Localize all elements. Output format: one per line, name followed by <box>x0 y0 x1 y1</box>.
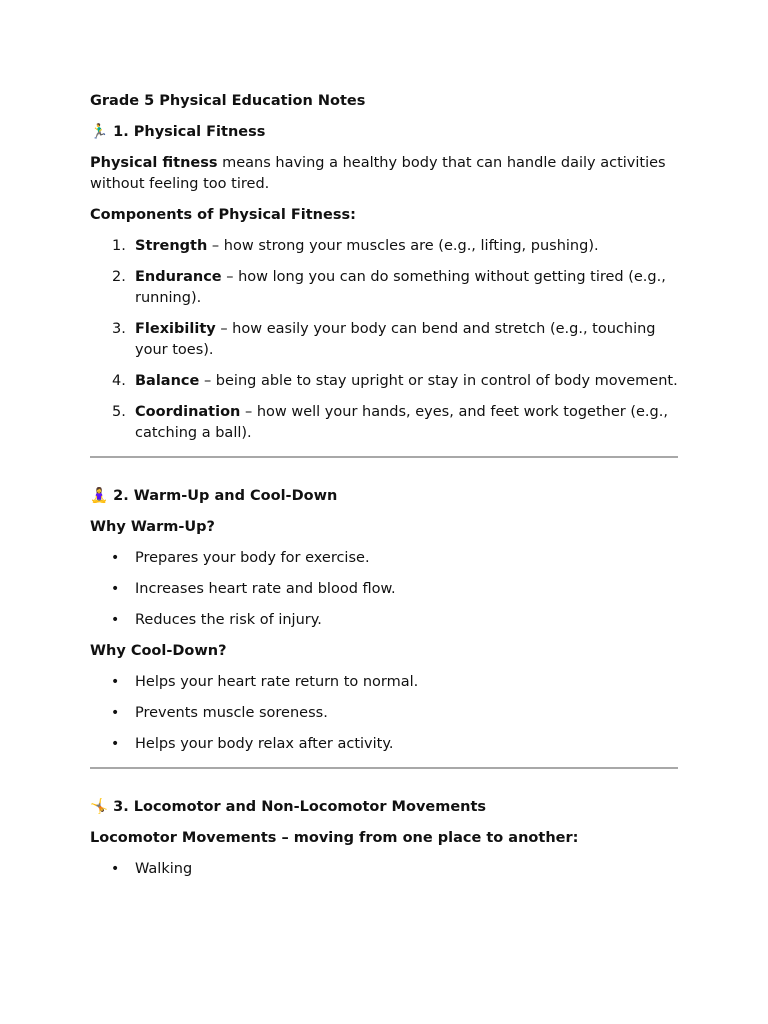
list-item <box>90 579 678 600</box>
section-divider <box>90 767 678 769</box>
bullet-icon: • <box>111 612 120 628</box>
component-term: Balance <box>135 373 200 389</box>
component-desc: – how well your hands, eyes, and feet work together (e.g., catching a ball). <box>135 404 668 441</box>
bullet-icon: • <box>111 550 120 566</box>
cooldown-heading: Why Cool-Down? <box>90 643 227 659</box>
item-number: 5. <box>112 404 126 420</box>
list-item-text: Helps your heart rate return to normal. <box>135 674 419 690</box>
component-term: Strength <box>135 238 208 254</box>
component-term: Endurance <box>135 269 222 285</box>
warmup-heading: Why Warm-Up? <box>90 519 215 535</box>
section-2-heading: 🧘‍♀️ 2. Warm-Up and Cool-Down <box>90 488 338 504</box>
item-number: 2. <box>112 269 126 285</box>
item-number: 1. <box>112 238 126 254</box>
section-divider <box>90 456 678 458</box>
component-desc: – how strong your muscles are (e.g., lifting, pushing). <box>207 238 599 254</box>
list-item-text: Prevents muscle soreness. <box>135 705 328 721</box>
list-item <box>90 859 678 880</box>
section-1-heading: 🏃‍♂️ 1. Physical Fitness <box>90 124 266 140</box>
item-number: 4. <box>112 373 126 389</box>
fitness-definition <box>90 153 678 195</box>
component-desc: – how easily your body can bend and stretch (e.g., touching your toes). <box>135 321 656 358</box>
component-item <box>90 236 678 257</box>
components-heading: Components of Physical Fitness: <box>90 207 356 223</box>
list-item-text: Prepares your body for exercise. <box>135 550 370 566</box>
bullet-icon: • <box>111 861 120 877</box>
cooldown-list <box>90 672 678 755</box>
list-item-text: Walking <box>135 861 193 877</box>
section-3-heading: 🤸 3. Locomotor and Non-Locomotor Movements <box>90 799 487 815</box>
fitness-definition-text: means having a healthy body that can handle daily activities without feeling too tired. <box>90 155 666 192</box>
fitness-term: Physical fitness <box>90 155 218 171</box>
component-term: Flexibility <box>135 321 216 337</box>
component-item <box>90 319 678 361</box>
bullet-icon: • <box>111 705 120 721</box>
list-item <box>90 734 678 755</box>
list-item <box>90 548 678 569</box>
component-item <box>90 267 678 309</box>
bullet-icon: • <box>111 581 120 597</box>
locomotor-heading: Locomotor Movements – moving from one place to another: <box>90 830 579 846</box>
list-item <box>90 672 678 693</box>
components-list <box>90 236 678 444</box>
component-desc: – being able to stay upright or stay in control of body movement. <box>199 373 678 389</box>
bullet-icon: • <box>111 736 120 752</box>
list-item-text: Increases heart rate and blood flow. <box>135 581 396 597</box>
list-item-text: Reduces the risk of injury. <box>135 612 322 628</box>
document-title: Grade 5 Physical Education Notes <box>90 93 366 109</box>
list-item <box>90 610 678 631</box>
list-item-text: Helps your body relax after activity. <box>135 736 394 752</box>
locomotor-list <box>90 859 678 880</box>
item-number: 3. <box>112 321 126 337</box>
bullet-icon: • <box>111 674 120 690</box>
warmup-list <box>90 548 678 631</box>
component-desc: – how long you can do something without getting tired (e.g., running). <box>135 269 666 306</box>
component-item <box>90 402 678 444</box>
component-term: Coordination <box>135 404 241 420</box>
component-item <box>90 371 678 392</box>
list-item <box>90 703 678 724</box>
